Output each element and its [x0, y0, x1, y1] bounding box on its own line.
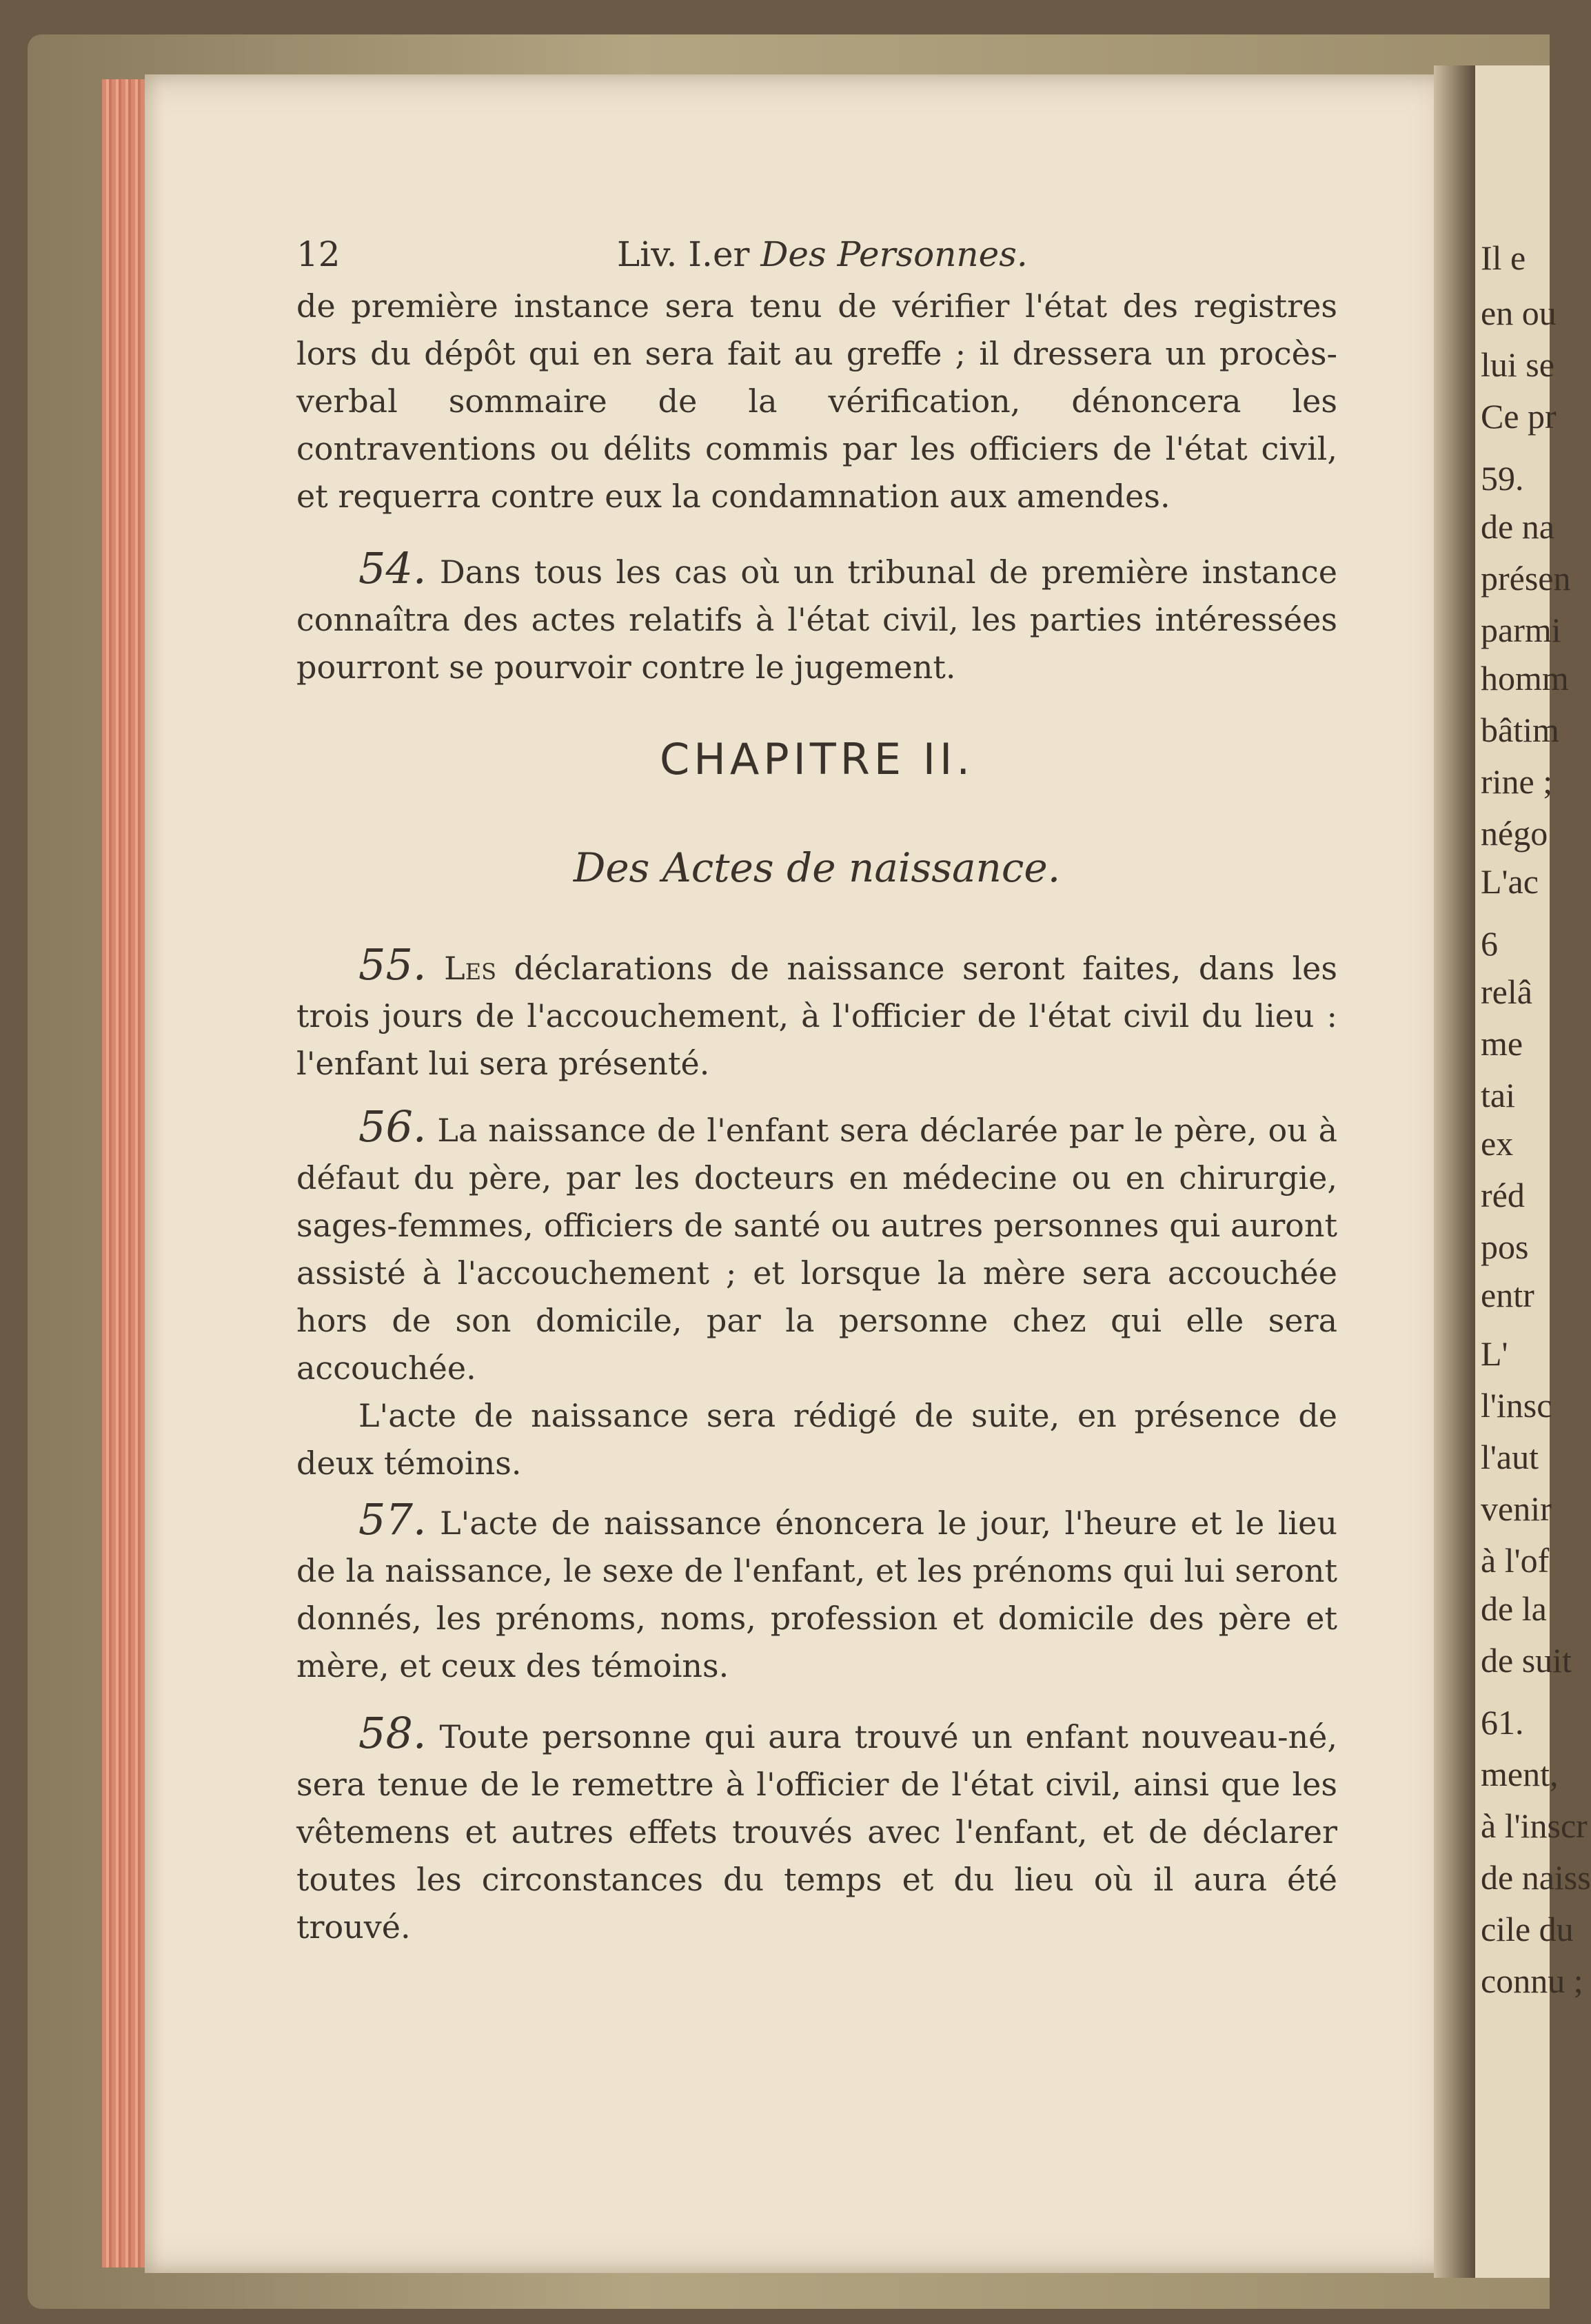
next-page-line: lui se [1481, 345, 1554, 384]
article-text: La naissance de l'enfant sera déclarée par le père, ou à défaut du père, par les docteurs en médecine ou en chirurgie, sages-femmes, officiers de santé ou autres personnes qui auront assisté à l'accouchement ; et lorsque la mère sera accouchée hors de son domicile, par la personne chez qui elle sera accouchée. [296, 1112, 1337, 1387]
article-text: Dans tous les cas où un tribunal de première instance connaîtra des actes relatifs à l'état civil, les parties intéressées pourront se pourvoir contre le jugement. [296, 553, 1337, 686]
next-page-line: Il e [1481, 238, 1526, 277]
article-56 [296, 1103, 1337, 1487]
next-page-line: ment, [1481, 1755, 1559, 1793]
next-page-line: tai [1481, 1076, 1515, 1114]
article-58 [296, 1709, 1337, 1951]
next-page-line: L'ac [1481, 862, 1539, 901]
next-page-line: pos [1481, 1227, 1529, 1266]
page-number: 12 [296, 234, 341, 274]
next-page-line: bâtim [1481, 711, 1559, 749]
book-gutter [1434, 65, 1475, 2278]
article-number: 56. [358, 1101, 427, 1152]
next-page-line: présen [1481, 559, 1571, 598]
article-continuation: L'acte de naissance sera rédigé de suite, en présence de deux témoins. [296, 1397, 1337, 1482]
next-page-line: de suit [1481, 1641, 1572, 1680]
article-number: 57. [358, 1494, 427, 1545]
next-page-line: de naiss [1481, 1858, 1591, 1897]
article-text: L'acte de naissance énoncera le jour, l'heure et le lieu de la naissance, le sexe de l'enfant, et les prénoms qui lui seront donnés, les prénoms, noms, profession et domicile des père et mère, et ceux des témoins. [296, 1505, 1337, 1684]
next-page-fragment [1475, 65, 1591, 2278]
chapter-subtitle: Des Actes de naissance. [573, 844, 1061, 891]
paragraph-continued [296, 283, 1337, 520]
next-page-line: entr [1481, 1276, 1534, 1314]
next-page-line: ex [1481, 1124, 1514, 1163]
next-page-line: réd [1481, 1176, 1525, 1214]
chapter-title: CHAPITRE II. [659, 734, 975, 784]
article-55 [296, 941, 1337, 1088]
paragraph-text: de première instance sera tenu de vérifier l'état des registres lors du dépôt qui en sera fait au greffe ; il dressera un procès-verbal sommaire de la vérification, dénoncera les contraventions ou délits commis par les officiers de l'état civil, et requerra contre eux la condamnation aux amendes. [296, 287, 1337, 515]
article-text: déclarations de naissance seront faites, dans les trois jours de l'accouchement, à l'officier de l'état civil du lieu : l'enfant lui sera présenté. [296, 950, 1338, 1082]
next-page-line: négo [1481, 814, 1548, 853]
article-text: Toute personne qui aura trouvé un enfant nouveau-né, sera tenue de le remettre à l'officier de l'état civil, ainsi que les vêtemens et autres effets trouvés avec l'enfant, et de déclarer toutes les circonstances du temps et du lieu où il aura été trouvé. [296, 1718, 1337, 1946]
next-page-line: à l'of [1481, 1541, 1550, 1580]
next-page-line: cile du [1481, 1910, 1574, 1948]
article-57 [296, 1496, 1337, 1690]
next-page-line: venir [1481, 1489, 1552, 1528]
next-page-line: 6 [1481, 924, 1498, 963]
next-page-line: homm [1481, 659, 1569, 697]
next-page-line: rine ; [1481, 762, 1553, 801]
next-page-line: L' [1481, 1334, 1508, 1373]
next-page-line: l'aut [1481, 1438, 1539, 1476]
page-header [296, 234, 1337, 283]
article-number: 58. [358, 1708, 427, 1758]
next-page-line: 61. [1481, 1703, 1524, 1742]
article-lead-word: Les [444, 950, 496, 987]
article-number: 55. [358, 939, 427, 990]
article-54 [296, 544, 1337, 691]
next-page-line: 59. [1481, 459, 1524, 498]
next-page-line: l'insc [1481, 1386, 1552, 1425]
next-page-line: parmi [1481, 611, 1561, 649]
running-title [617, 234, 1028, 274]
next-page-line: de la [1481, 1589, 1547, 1628]
next-page-line: connu ; [1481, 1961, 1583, 2000]
running-title-prefix: Liv. I.er [617, 234, 750, 274]
next-page-line: de na [1481, 507, 1554, 546]
article-number: 54. [358, 543, 427, 593]
next-page-line: me [1481, 1024, 1523, 1063]
next-page-line: Ce pr [1481, 397, 1557, 436]
running-title-italic: Des Personnes. [760, 234, 1028, 274]
next-page-line: relâ [1481, 972, 1532, 1011]
page-edge-red [102, 79, 145, 2267]
next-page-line: à l'inscr [1481, 1806, 1588, 1845]
next-page-line: en ou [1481, 294, 1557, 332]
